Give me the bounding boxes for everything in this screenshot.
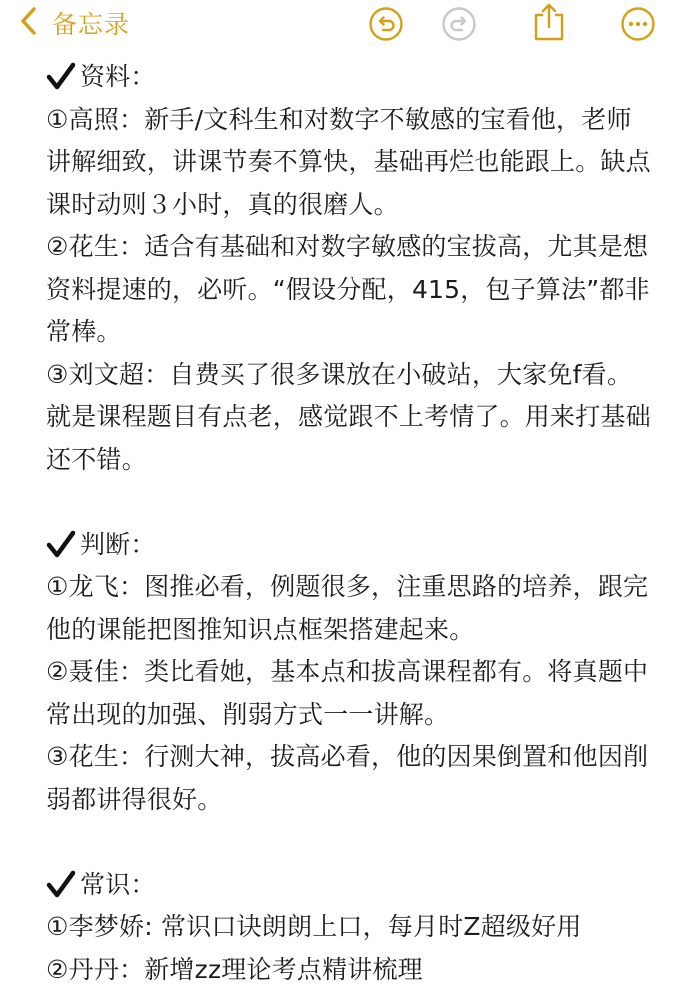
section-heading [46, 56, 656, 99]
undo-button[interactable] [368, 6, 404, 42]
item-text: ：适合有基础和对数字敏感的宝拔高，尤其是想资料提速的，必听。“假设分配，415，包子算法”都非常棒。 [46, 232, 650, 346]
back-label: 备忘录 [52, 5, 130, 41]
item-name: 刘文超 [69, 360, 145, 389]
more-icon [620, 6, 656, 42]
list-item [46, 949, 656, 991]
section-heading [46, 524, 656, 567]
item-text: ：新手/文科生和对数字不敏感的宝看他，老师讲解细致，讲课节奏不算快，基础再烂也能跟上。缺点课时动则３小时，真的很磨人。 [46, 105, 651, 219]
note-body[interactable] [46, 56, 656, 991]
list-item [46, 226, 656, 354]
list-item [46, 566, 656, 651]
item-text: ：自费买了很多课放在小破站，大家免f看。就是课程题目有点老，感觉跟不上考情了。用来打基础还不错。 [46, 360, 651, 474]
item-name: 聂佳 [69, 657, 119, 686]
item-text: ：行测大神，拔高必看，他的因果倒置和他因削弱都讲得很好。 [46, 742, 648, 814]
share-icon [531, 2, 567, 42]
chevron-left-icon [18, 6, 40, 40]
item-name: 高照 [69, 105, 119, 134]
item-name: 丹丹 [69, 955, 119, 984]
section-heading-text: 判断： [80, 524, 156, 567]
section-heading-text: 资料： [80, 56, 156, 99]
item-marker: ② [46, 955, 69, 984]
item-marker: ② [46, 657, 69, 686]
item-text: : 常识口诀朗朗上口，每月时Z超级好用 [144, 912, 581, 941]
more-button[interactable] [620, 6, 656, 42]
section-heading-text: 常识： [80, 864, 156, 907]
item-text: ：新增zz理论考点精讲梳理 [119, 955, 423, 984]
item-marker: ① [46, 912, 69, 941]
checkmark-icon [46, 62, 76, 92]
list-item [46, 906, 656, 949]
share-button[interactable] [531, 2, 567, 38]
redo-icon [441, 6, 477, 42]
nav-bar [0, 0, 690, 48]
item-text: ：类比看她，基本点和拔高课程都有。将真题中常出现的加强、削弱方式一一讲解。 [46, 657, 648, 729]
item-name: 李梦娇 [69, 912, 145, 941]
item-marker: ③ [46, 360, 69, 389]
item-text: ：图推必看，例题很多，注重思路的培养，跟完他的课能把图推知识点框架搭建起来。 [46, 572, 648, 644]
list-item [46, 651, 656, 736]
redo-button[interactable] [441, 6, 477, 42]
item-marker: ③ [46, 742, 69, 771]
item-marker: ① [46, 572, 69, 601]
list-item [46, 99, 656, 227]
note-section [46, 56, 656, 481]
note-section [46, 524, 656, 822]
item-name: 花生 [69, 232, 119, 261]
item-marker: ② [46, 232, 69, 261]
checkmark-icon [46, 870, 76, 900]
note-section [46, 864, 656, 991]
checkmark-icon [46, 530, 76, 560]
list-item [46, 354, 656, 482]
list-item [46, 736, 656, 821]
undo-icon [368, 6, 404, 42]
section-heading [46, 864, 656, 907]
item-marker: ① [46, 105, 69, 134]
item-name: 花生 [69, 742, 119, 771]
item-name: 龙飞 [69, 572, 119, 601]
back-button[interactable] [18, 4, 130, 42]
